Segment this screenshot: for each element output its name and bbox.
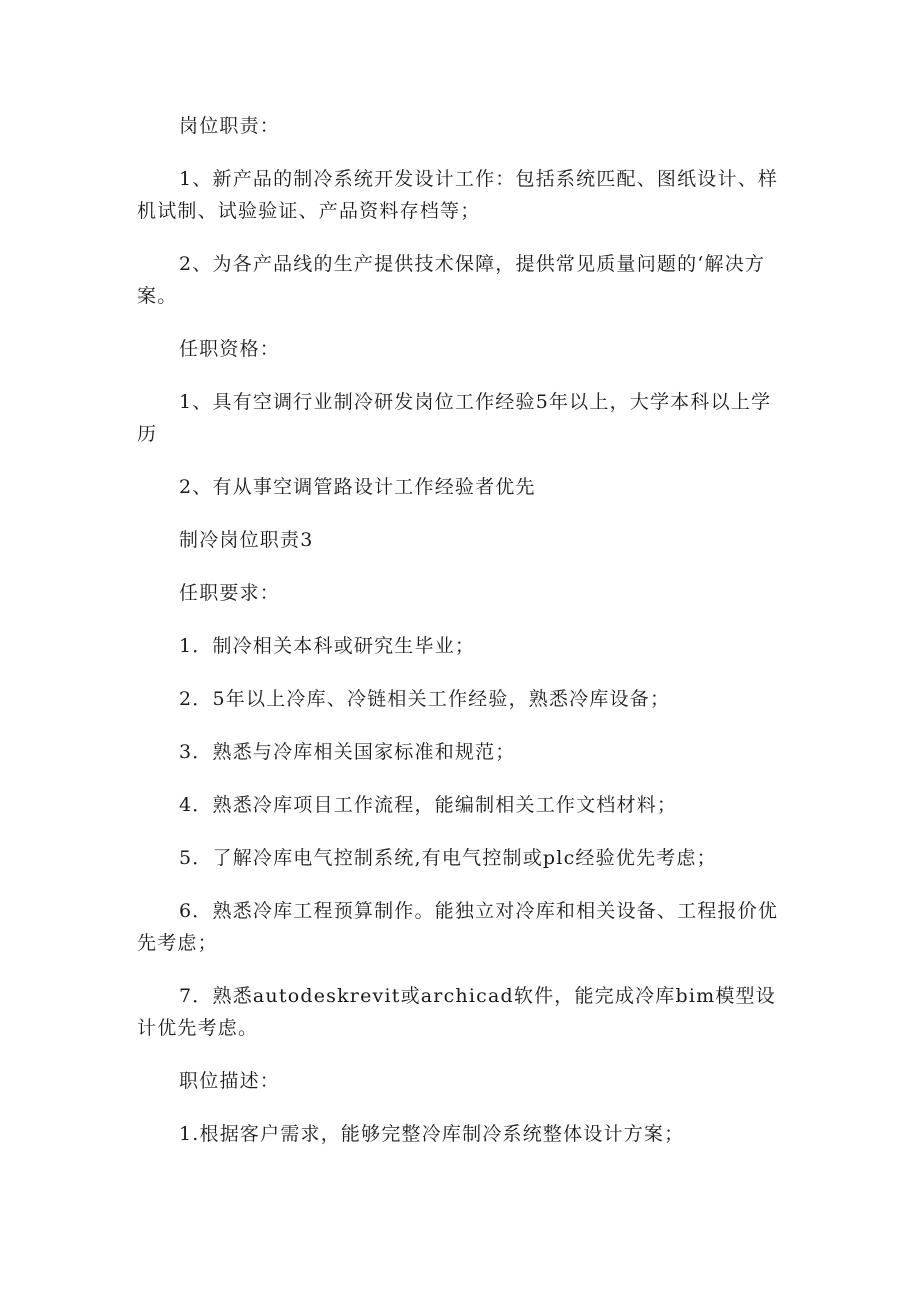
heading-job-description: 职位描述： bbox=[179, 1070, 281, 1092]
qualification-item-2: 2、有从事空调管路设计工作经验者优先 bbox=[179, 476, 536, 498]
requirement-item-4: 4．熟悉冷库项目工作流程，能编制相关工作文档材料； bbox=[179, 794, 678, 816]
heading-requirements: 任职要求： bbox=[179, 582, 281, 604]
requirement-item-3: 3．熟悉与冷库相关国家标准和规范； bbox=[179, 741, 516, 763]
heading-qualifications: 任职资格： bbox=[179, 338, 281, 360]
requirement-item-6: 6．熟悉冷库工程预算制作。能独立对冷库和相关设备、工程报价优先考虑； bbox=[137, 900, 779, 954]
requirement-item-2: 2．5年以上冷库、冷链相关工作经验，熟悉冷库设备； bbox=[179, 688, 671, 710]
description-item-1: 1.根据客户需求，能够完整冷库制冷系统整体设计方案； bbox=[179, 1123, 685, 1145]
duty-item-1: 1、新产品的制冷系统开发设计工作：包括系统匹配、图纸设计、样机试制、试验验证、产品资料存档等； bbox=[137, 168, 779, 222]
document-body bbox=[137, 110, 787, 1171]
qualification-item-1: 1、具有空调行业制冷研发岗位工作经验5年以上，大学本科以上学历 bbox=[137, 391, 772, 445]
duty-item-2: 2、为各产品线的生产提供技术保障，提供常见质量问题的‘解决方案。 bbox=[137, 253, 766, 307]
requirement-item-1: 1．制冷相关本科或研究生毕业； bbox=[179, 635, 476, 657]
requirement-item-7: 7．熟悉autodeskrevit或archicad软件，能完成冷库bim模型设计优先考虑。 bbox=[137, 985, 776, 1039]
requirement-item-5: 5．了解冷库电气控制系统,有电气控制或plc经验优先考虑； bbox=[179, 847, 717, 869]
heading-job-duties: 岗位职责： bbox=[179, 115, 281, 137]
section-title-refrigeration-duties-3: 制冷岗位职责3 bbox=[179, 529, 314, 551]
